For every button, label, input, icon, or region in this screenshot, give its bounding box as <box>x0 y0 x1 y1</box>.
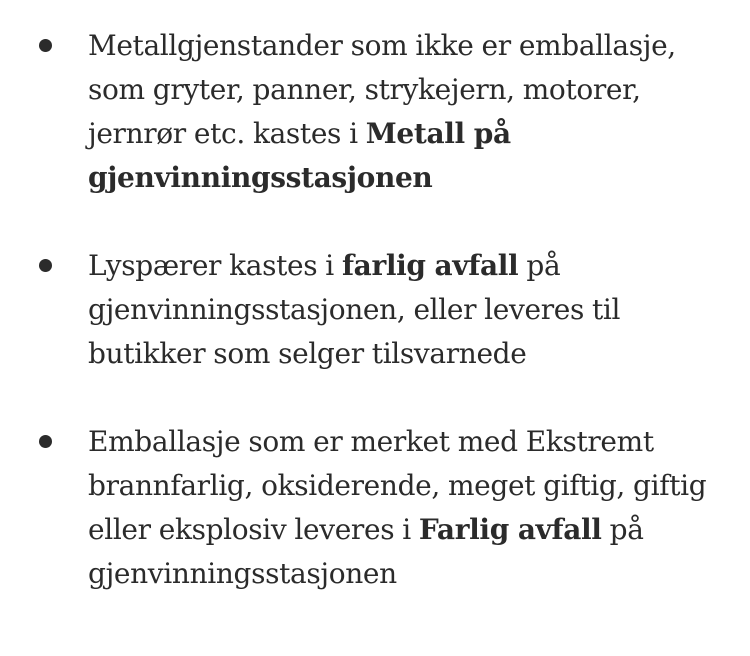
item-text: Lyspærer kastes i <box>88 249 342 282</box>
list-item-lightbulbs <box>0 244 750 376</box>
list-item-packaging <box>0 420 750 596</box>
item-bold-text: Metall på gjenvinningsstasjonen <box>88 117 511 194</box>
item-text-after: på gjenvinningsstasjonen, eller leveres til butikker som selger tilsvarnede <box>88 249 621 370</box>
bullet-dot-icon <box>39 259 52 272</box>
item-text-after: på gjenvinningsstasjonen <box>88 513 644 590</box>
item-text: Emballasje som er merket med Ekstremt brannfarlig, oksiderende, meget giftig, giftig eller eksplosiv leveres i <box>88 425 707 546</box>
item-bold-text: farlig avfall <box>341 249 519 282</box>
list-item-metal <box>0 24 750 200</box>
bullet-dot-icon <box>39 39 52 52</box>
bullet-dot-icon <box>39 435 52 448</box>
item-text: Metallgjenstander som ikke er emballasje, som gryter, panner, strykejern, motorer, jernrør etc. kastes i <box>88 29 676 150</box>
bullet-list <box>0 24 750 640</box>
item-bold-text: Farlig avfall <box>418 513 602 546</box>
